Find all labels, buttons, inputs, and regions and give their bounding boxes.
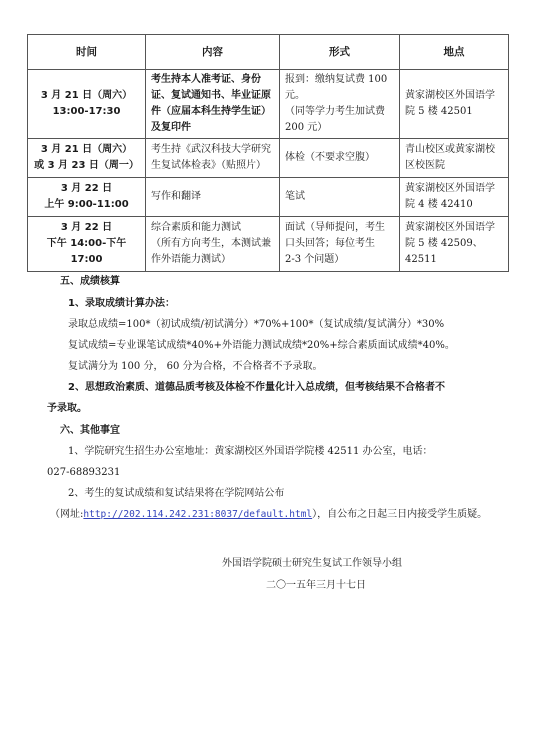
schedule-table <box>27 34 509 272</box>
cell-content: 考生持本人准考证、身份 证、复试通知书、毕业证原 件（应届本科生持学生证） 及复印件 <box>146 70 280 139</box>
cell-form: 报到：缴纳复试费 100 元。 （同等学力考生加试费 200 元） <box>280 70 400 139</box>
table-row <box>28 70 509 139</box>
table-row <box>28 178 509 217</box>
cell-form: 笔试 <box>280 178 400 217</box>
cell-time: 3 月 21 日（周六） 13:00-17:30 <box>28 70 146 139</box>
section5-sub2-line1: 2、思想政治素质、道德品质考核及体检不作量化计入总成绩，但考核结果不合格者不 <box>68 382 445 393</box>
table-row <box>28 217 509 272</box>
table-row <box>28 139 509 178</box>
website-line <box>50 508 530 522</box>
signature-org: 外国语学院硕士研究生复试工作领导小组 <box>222 558 402 569</box>
results-notice: 2、考生的复试成绩和复试结果将在学院网站公布 <box>68 488 285 499</box>
cell-content: 综合素质和能力测试 （所有方向考生，本测试兼 作外语能力测试） <box>146 217 280 272</box>
office-address-line1: 1、学院研究生招生办公室地址：黄家湖校区外国语学院楼 42511 办公室，电话： <box>68 446 433 457</box>
table-header-row <box>28 35 509 70</box>
cell-place: 黄家湖校区外国语学 院 5 楼 42501 <box>400 70 509 139</box>
office-phone: 027-68893231 <box>47 467 121 478</box>
website-suffix: ），自公布之日起三日内接受学生质疑。 <box>312 509 488 520</box>
header-time: 时间 <box>28 35 146 70</box>
score-note: 复试满分为 100 分， 60 分为合格，不合格者不予录取。 <box>68 361 323 372</box>
section5-title: 五、成绩核算 <box>60 276 120 287</box>
header-form: 形式 <box>280 35 400 70</box>
section5-sub2-line2: 予录取。 <box>47 403 87 414</box>
website-link[interactable]: http://202.114.242.231:8037/default.html <box>83 509 313 520</box>
header-content: 内容 <box>146 35 280 70</box>
cell-time: 3 月 22 日 下午 14:00-下午 17:00 <box>28 217 146 272</box>
cell-time: 3 月 21 日（周六） 或 3 月 23 日（周一） <box>28 139 146 178</box>
cell-content: 考生持《武汉科技大学研究 生复试体检表》（贴照片） <box>146 139 280 178</box>
cell-form: 面试（导师提问，考生 口头回答；每位考生 2-3 个问题） <box>280 217 400 272</box>
section5-sub1: 1、录取成绩计算办法： <box>68 298 175 309</box>
header-place: 地点 <box>400 35 509 70</box>
website-prefix: （网址: <box>50 509 84 520</box>
section6-title: 六、其他事宜 <box>60 425 120 436</box>
cell-place: 黄家湖校区外国语学 院 4 楼 42410 <box>400 178 509 217</box>
cell-place: 黄家湖校区外国语学 院 5 楼 42509、42511 <box>400 217 509 272</box>
cell-content: 写作和翻译 <box>146 178 280 217</box>
signature-date: 二〇一五年三月十七日 <box>266 580 366 591</box>
cell-time: 3 月 22 日 上午 9:00-11:00 <box>28 178 146 217</box>
formula-total: 录取总成绩=100*（初试成绩/初试满分）*70%+100*（复试成绩/复试满分）*30% <box>68 319 445 330</box>
formula-retest: 复试成绩=专业课笔试成绩*40%+外语能力测试成绩*20%+综合素质面试成绩*40%。 <box>68 340 455 351</box>
cell-form: 体检（不要求空腹） <box>280 139 400 178</box>
cell-place: 青山校区或黄家湖校 区校医院 <box>400 139 509 178</box>
